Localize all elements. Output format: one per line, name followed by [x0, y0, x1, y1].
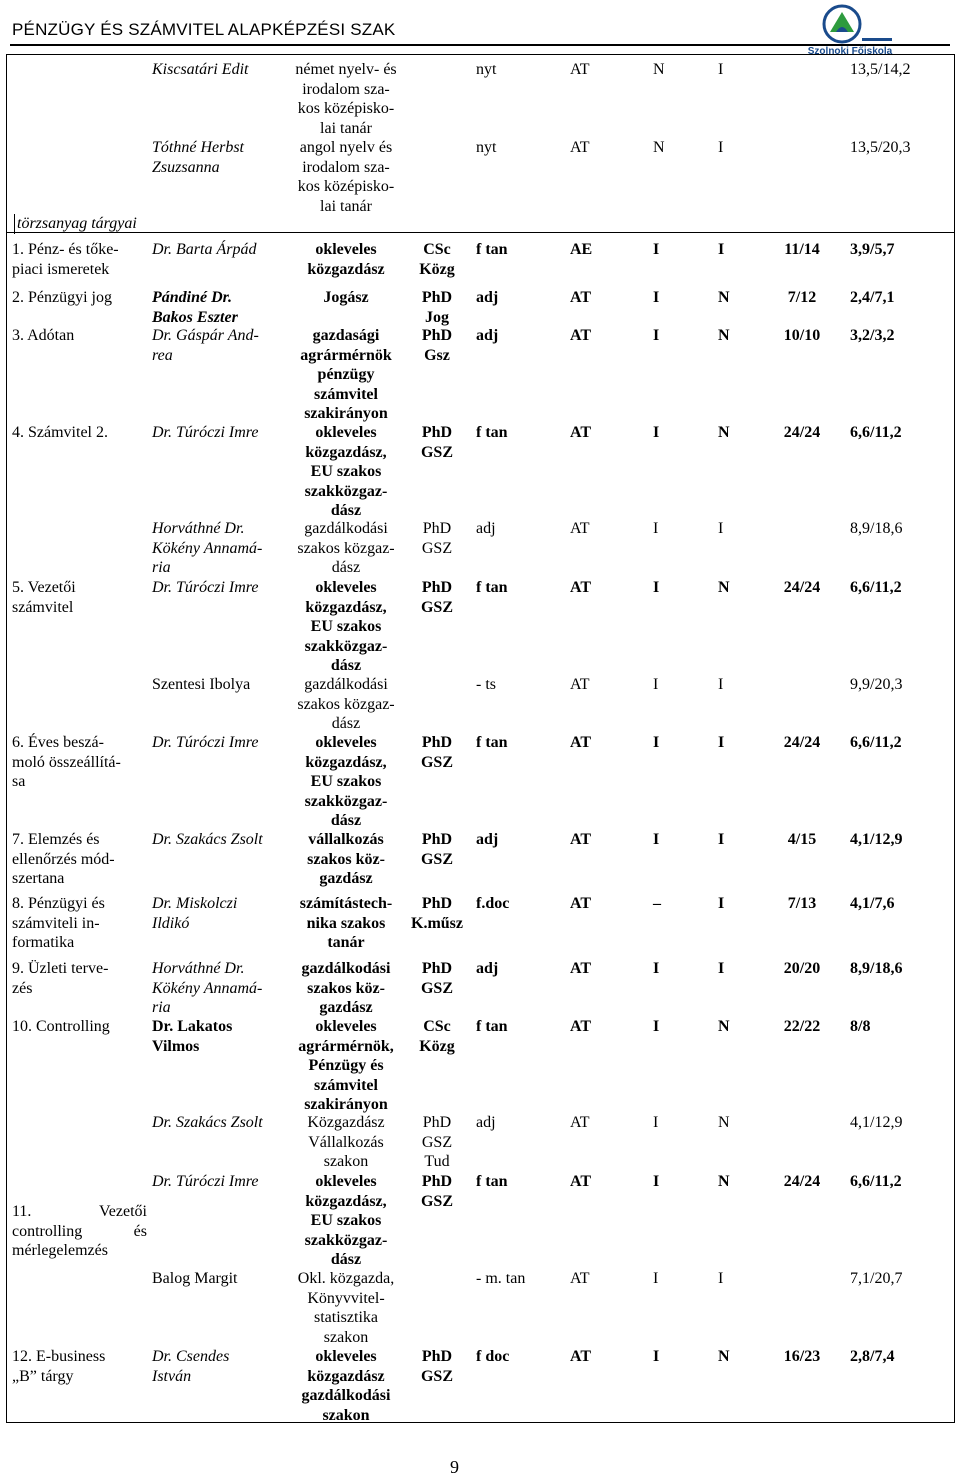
logo-emblem-icon — [800, 2, 900, 46]
logo-text: Szolnoki Főiskola — [807, 46, 893, 57]
name-cell: Tóthné Herbst Zsuzsanna — [152, 139, 244, 176]
load-cell: I — [653, 1348, 660, 1365]
employment-cell: f tan — [476, 241, 508, 258]
qualification-cell: Közgazdász Vállalkozás szakon — [307, 1114, 385, 1170]
degree-cell: CSc Közg — [419, 1018, 455, 1055]
degree-cell: PhD GSZ — [420, 424, 453, 461]
hours-cell: 22/22 — [783, 1018, 821, 1035]
qualification-cell: gazdasági agrármérnök pénzügy számvitel szakirányon — [300, 327, 392, 422]
degree-cell: PhD GSZ — [421, 520, 453, 557]
degree-cell: PhD GSZ — [420, 1348, 453, 1385]
degree-cell: PhD GSZ — [420, 579, 453, 616]
load-cell: I — [653, 424, 660, 441]
qualification-cell: német nyelv- és irodalom sza- kos középisko- lai tanár — [295, 61, 397, 137]
name-cell: Pándiné Dr. Bakos Eszter — [152, 289, 238, 326]
hours-cell: 10/10 — [783, 327, 821, 344]
subject-cell: 12. E-business „B” tárgy — [12, 1348, 106, 1385]
name-cell: Dr. Lakatos Vilmos — [152, 1018, 233, 1055]
ea-cell: I — [718, 734, 725, 751]
employment-cell: f tan — [476, 424, 508, 441]
ratio-cell: 4,1/7,6 — [850, 895, 895, 912]
qualification-cell: számítástech- nika szakos tanár — [299, 895, 393, 951]
subject-cell: 6. Éves beszá- moló összeállítá- sa — [12, 734, 121, 790]
name-cell: Szentesi Ibolya — [152, 676, 251, 693]
load-cell: I — [653, 289, 660, 306]
status-cell: AT — [570, 831, 592, 848]
ea-cell: N — [718, 327, 730, 344]
ea-cell: I — [718, 139, 724, 156]
status-cell: AE — [570, 241, 593, 258]
ea-cell: I — [718, 960, 725, 977]
ea-cell: N — [718, 1348, 730, 1365]
college-logo — [800, 2, 900, 58]
ratio-cell: 13,5/14,2 — [850, 61, 911, 78]
degree-cell: PhD GSZ — [420, 960, 453, 997]
load-cell: I — [653, 831, 660, 848]
ratio-cell: 9,9/20,3 — [850, 676, 903, 693]
status-cell: AT — [570, 520, 590, 537]
employment-cell: - ts — [476, 676, 496, 693]
name-cell: Dr. Túróczi Imre — [152, 424, 259, 441]
subject-cell: 8. Pénzügyi és számviteli in- formatika — [12, 895, 105, 951]
ratio-cell: 13,5/20,3 — [850, 139, 911, 156]
load-cell: I — [653, 960, 660, 977]
name-cell: Dr. Túróczi Imre — [152, 734, 259, 751]
ea-cell: N — [718, 1114, 730, 1131]
status-cell: AT — [570, 1018, 592, 1035]
ea-cell: N — [718, 1018, 730, 1035]
ratio-cell: 2,4/7,1 — [850, 289, 895, 306]
employment-cell: adj — [476, 831, 499, 848]
ratio-cell: 8,9/18,6 — [850, 960, 903, 977]
qualification-cell: gazdálkodási szakos köz- gazdász — [301, 960, 391, 1016]
employment-cell: nyt — [476, 61, 497, 78]
status-cell: AT — [570, 734, 592, 751]
ea-cell: I — [718, 520, 724, 537]
qualification-cell: okleveles közgazdász — [307, 241, 385, 278]
name-cell: Dr. Csendes István — [152, 1348, 230, 1385]
ea-cell: I — [718, 831, 725, 848]
qualification-cell: gazdálkodási szakos közgaz- dász — [297, 520, 395, 576]
subject-cell: 1. Pénz- és tőke- piaci ismeretek — [12, 241, 119, 278]
status-cell: AT — [570, 289, 592, 306]
hours-cell: 24/24 — [783, 1173, 821, 1190]
employment-cell: f doc — [476, 1348, 510, 1365]
degree-cell: PhD GSZ — [420, 831, 453, 868]
load-cell: I — [653, 1018, 660, 1035]
load-cell: N — [653, 139, 665, 156]
ea-cell: I — [718, 61, 724, 78]
ea-cell: N — [718, 579, 730, 596]
qualification-cell: Jogász — [323, 289, 369, 306]
status-cell: AT — [570, 1270, 590, 1287]
ratio-cell: 8,9/18,6 — [850, 520, 903, 537]
subject-cell: 10. Controlling — [12, 1018, 110, 1035]
qualification-cell: okleveles közgazdász, EU szakos szakközgaz- dász — [304, 734, 388, 829]
employment-cell: f tan — [476, 1018, 508, 1035]
degree-cell: PhD GSZ — [420, 1173, 453, 1210]
ratio-cell: 2,8/7,4 — [850, 1348, 895, 1365]
employment-cell: f tan — [476, 1173, 508, 1190]
subject-cell: 2. Pénzügyi jog — [12, 289, 112, 306]
ratio-cell: 6,6/11,2 — [850, 1173, 902, 1190]
status-cell: AT — [570, 960, 592, 977]
subject-cell: 4. Számvitel 2. — [12, 424, 108, 441]
name-cell: Horváthné Dr. Kökény Annamá- ria — [152, 960, 263, 1016]
employment-cell: f tan — [476, 734, 508, 751]
degree-cell: PhD GSZ — [420, 734, 453, 771]
status-cell: AT — [570, 1114, 590, 1131]
status-cell: AT — [570, 139, 590, 156]
load-cell: I — [653, 676, 659, 693]
qualification-cell: vállalkozás szakos köz- gazdász — [307, 831, 385, 887]
ea-cell: N — [718, 289, 730, 306]
employment-cell: f tan — [476, 579, 508, 596]
ratio-cell: 6,6/11,2 — [850, 424, 902, 441]
employment-cell: adj — [476, 289, 499, 306]
header-title: PÉNZÜGY ÉS SZÁMVITEL ALAPKÉPZÉSI SZAK — [12, 20, 396, 39]
hours-cell: 20/20 — [783, 960, 821, 977]
qualification-cell: okleveles közgazdász, EU szakos szakközgaz- dász — [304, 424, 388, 519]
qualification-cell: okleveles közgazdász, EU szakos szakközgaz- dász — [304, 579, 388, 674]
qualification-cell: gazdálkodási szakos közgaz- dász — [297, 676, 395, 732]
ea-cell: I — [718, 895, 725, 912]
ratio-cell: 6,6/11,2 — [850, 734, 902, 751]
hours-cell: 16/23 — [783, 1348, 821, 1365]
status-cell: AT — [570, 895, 592, 912]
hours-cell: 4/15 — [787, 831, 817, 848]
subject-cell: 11. Vezetői controlling és mérlegelemzés — [12, 1203, 147, 1259]
subject-cell: 3. Adótan — [12, 327, 75, 344]
load-cell: N — [653, 61, 665, 78]
load-cell: I — [653, 1114, 659, 1131]
qualification-cell: Okl. közgazda, Könyvvitel- statisztika szakon — [297, 1270, 395, 1346]
employment-cell: adj — [476, 1114, 496, 1131]
hours-cell: 7/13 — [787, 895, 817, 912]
status-cell: AT — [570, 579, 592, 596]
ea-cell: I — [718, 676, 724, 693]
ratio-cell: 3,9/5,7 — [850, 241, 895, 258]
employment-cell: adj — [476, 960, 499, 977]
ea-cell: I — [718, 1270, 724, 1287]
qualification-cell: angol nyelv és irodalom sza- kos középisko- lai tanár — [297, 139, 395, 215]
load-cell: I — [653, 734, 660, 751]
load-cell: I — [653, 1173, 660, 1190]
ea-cell: N — [718, 424, 730, 441]
ratio-cell: 4,1/12,9 — [850, 1114, 903, 1131]
employment-cell: - m. tan — [476, 1270, 526, 1287]
load-cell: I — [653, 241, 660, 258]
name-cell: Dr. Túróczi Imre — [152, 579, 259, 596]
section-title: törzsanyag tárgyai — [14, 214, 137, 234]
hours-cell: 7/12 — [787, 289, 817, 306]
hours-cell: 24/24 — [783, 734, 821, 751]
hours-cell: 24/24 — [783, 579, 821, 596]
status-cell: AT — [570, 1173, 592, 1190]
employment-cell: adj — [476, 327, 499, 344]
name-cell: Dr. Gáspár And- rea — [152, 327, 259, 364]
load-cell: I — [653, 327, 660, 344]
ratio-cell: 7,1/20,7 — [850, 1270, 903, 1287]
degree-cell: PhD Gsz — [421, 327, 453, 364]
name-cell: Dr. Szakács Zsolt — [152, 1114, 263, 1131]
name-cell: Horváthné Dr. Kökény Annamá- ria — [152, 520, 263, 576]
section-separator — [6, 232, 955, 233]
ea-cell: N — [718, 1173, 730, 1190]
degree-cell: CSc Közg — [419, 241, 455, 278]
status-cell: AT — [570, 61, 590, 78]
name-cell: Dr. Túróczi Imre — [152, 1173, 259, 1190]
ratio-cell: 6,6/11,2 — [850, 579, 902, 596]
hours-cell: 24/24 — [783, 424, 821, 441]
degree-cell: PhD GSZ Tud — [421, 1114, 453, 1170]
ratio-cell: 4,1/12,9 — [850, 831, 903, 848]
load-cell: I — [653, 520, 659, 537]
status-cell: AT — [570, 424, 592, 441]
employment-cell: nyt — [476, 139, 497, 156]
employment-cell: f.doc — [476, 895, 510, 912]
qualification-cell: okleveles agrármérnök, Pénzügy és számvitel szakirányon — [298, 1018, 394, 1113]
load-cell: I — [653, 579, 660, 596]
ratio-cell: 8/8 — [850, 1018, 871, 1035]
subject-cell: 7. Elemzés és ellenőrzés mód- szertana — [12, 831, 115, 887]
degree-cell: PhD K.műsz — [411, 895, 463, 932]
qualification-cell: okleveles közgazdász, EU szakos szakközgaz- dász — [304, 1173, 388, 1268]
ratio-cell: 3,2/3,2 — [850, 327, 895, 344]
qualification-cell: okleveles közgazdász gazdálkodási szakon — [301, 1348, 391, 1424]
name-cell: Dr. Miskolczi Ildikó — [152, 895, 238, 932]
status-cell: AT — [570, 676, 590, 693]
name-cell: Dr. Barta Árpád — [152, 241, 257, 258]
hours-cell: 11/14 — [784, 241, 820, 258]
load-cell: – — [653, 895, 661, 912]
ea-cell: I — [718, 241, 725, 258]
name-cell: Kiscsatári Edit — [152, 61, 249, 78]
load-cell: I — [653, 1270, 659, 1287]
employment-cell: adj — [476, 520, 496, 537]
subject-cell: 9. Üzleti terve- zés — [12, 960, 109, 997]
name-cell: Balog Margit — [152, 1270, 238, 1287]
degree-cell: PhD Jog — [421, 289, 453, 326]
status-cell: AT — [570, 1348, 592, 1365]
subject-cell: 5. Vezetői számvitel — [12, 579, 76, 616]
status-cell: AT — [570, 327, 592, 344]
page-number: 9 — [450, 1457, 459, 1477]
name-cell: Dr. Szakács Zsolt — [152, 831, 263, 848]
